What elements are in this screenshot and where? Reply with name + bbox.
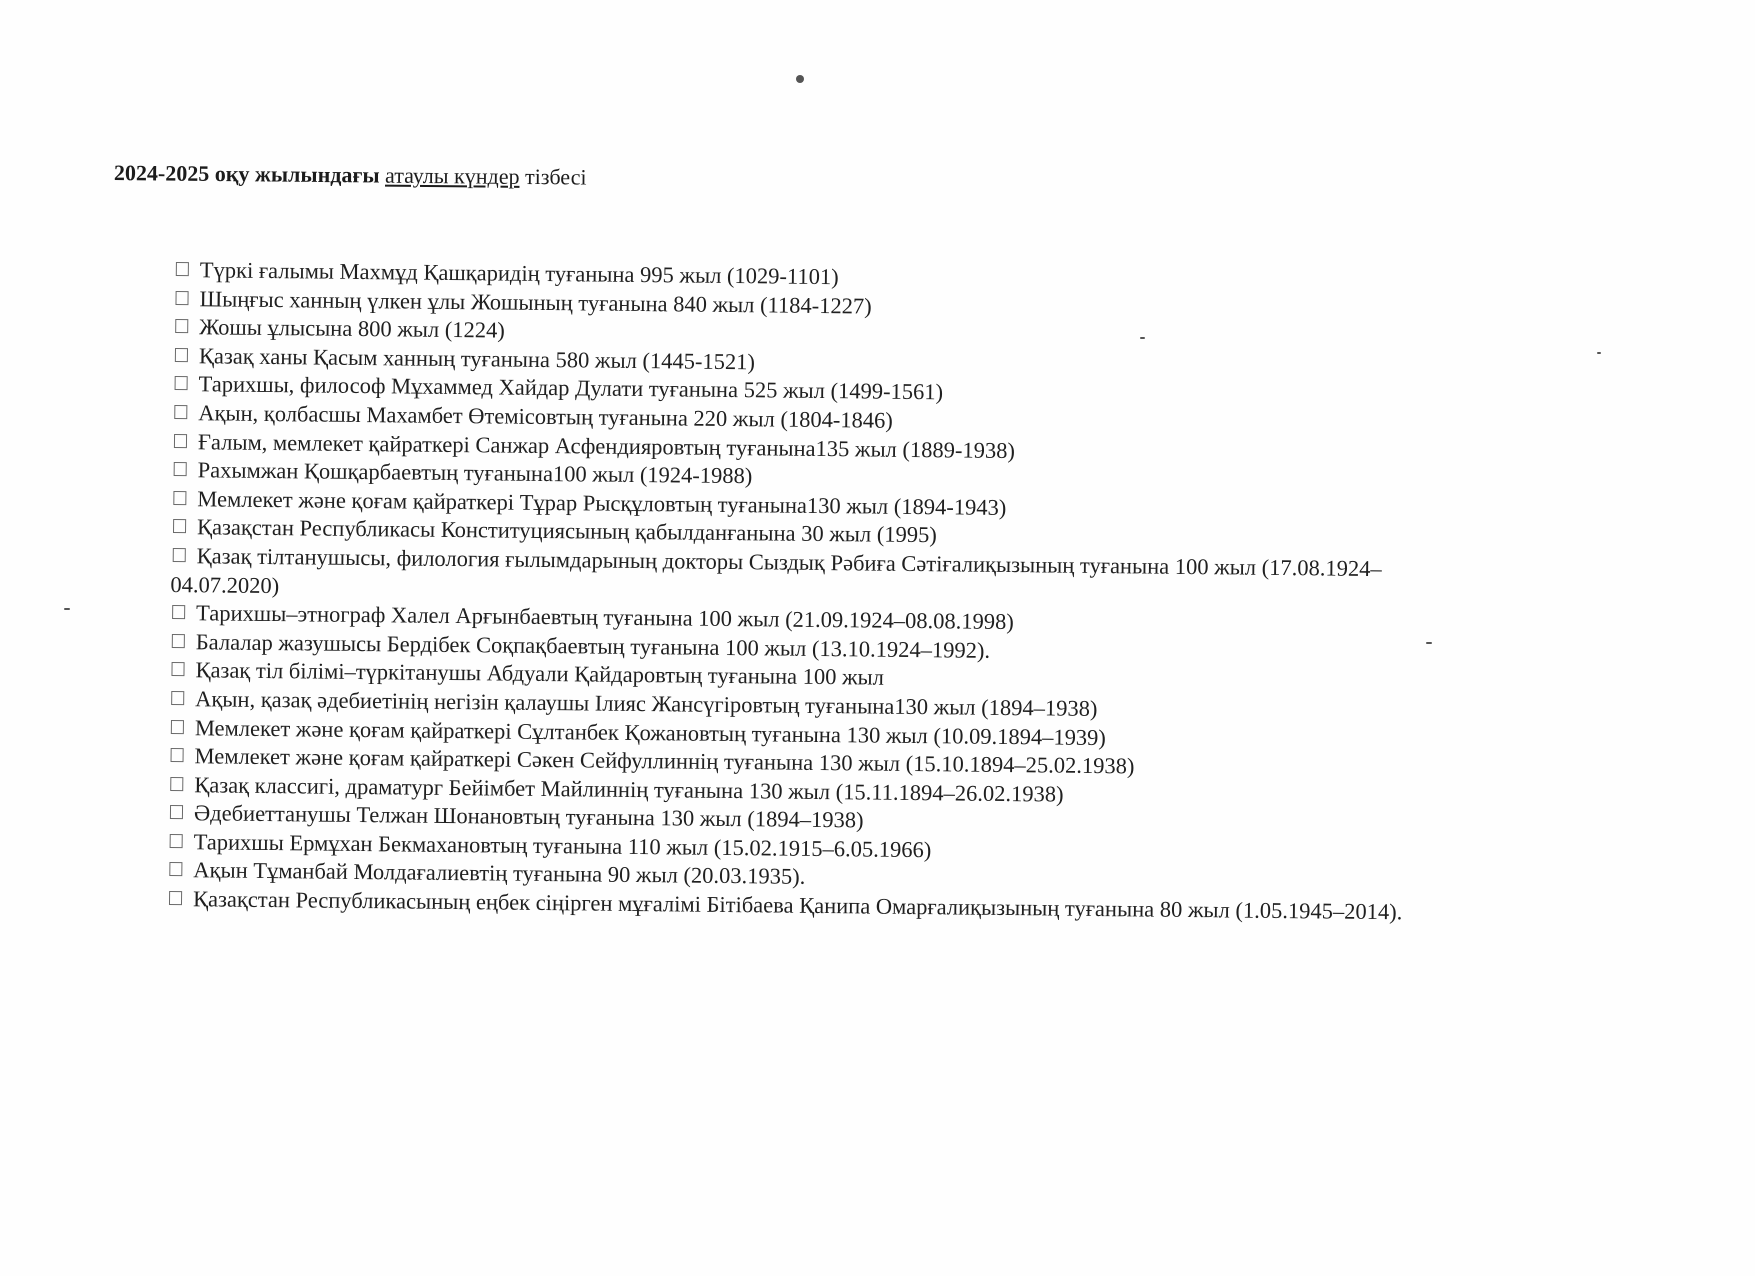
list-item-text: Ақын Тұманбай Молдағалиевтің туғанына 90 жыл (20.03.1935). bbox=[193, 857, 806, 890]
list-item-text-continuation: 04.07.2020) bbox=[170, 571, 280, 598]
checkbox-icon bbox=[174, 405, 187, 419]
list-item-text: Қазақстан Республикасы Конституциясының қабылданғанына 30 жыл (1995) bbox=[196, 514, 937, 548]
list-item-text: Балалар жазушысы Бердібек Соқпақбаевтың туғанына 100 жыл (13.10.1924–1992). bbox=[195, 628, 991, 663]
checkbox-icon bbox=[171, 662, 184, 676]
list-item-text: Тарихшы, философ Мұхаммед Хайдар Дулати туғанына 525 жыл (1499-1561) bbox=[198, 371, 944, 405]
checkbox-icon bbox=[171, 719, 184, 733]
checkbox-icon bbox=[172, 605, 185, 619]
checkbox-icon bbox=[175, 319, 188, 333]
checkbox-icon bbox=[173, 491, 186, 505]
scan-speck bbox=[64, 608, 70, 610]
list-item-text: Мемлекет және қоғам қайраткері Сұлтанбек Қожановтың туғанына 130 жыл (10.09.1894–1939) bbox=[194, 714, 1107, 750]
list-item-text: Ақын, қазақ әдебиетінің негізін қалаушы Ілияс Жансүгіровтың туғанына130 жыл (1894–1938) bbox=[195, 686, 1098, 721]
checkbox-icon bbox=[175, 291, 188, 305]
checkbox-icon bbox=[174, 462, 187, 476]
title-year-text: 2024-2025 оқу жылындағы bbox=[113, 160, 380, 188]
list-item-text: Түркі ғалымы Махмұд Қашқаридің туғанына 995 жыл (1029-1101) bbox=[199, 257, 839, 290]
checkbox-icon bbox=[172, 634, 185, 648]
list-item-text: Қазақ тіл білімі–түркітанушы Абдуали Қайдаровтың туғанына 100 жыл bbox=[195, 657, 885, 690]
list-item-text: Ғалым, мемлекет қайраткері Санжар Асфендияровтың туғанына135 жыл (1889-1938) bbox=[197, 428, 1016, 463]
checkbox-icon bbox=[175, 376, 188, 390]
checkbox-icon bbox=[173, 548, 186, 562]
list-item-text: Рахымжан Қошқарбаевтың туғанына100 жыл (1924-1988) bbox=[197, 457, 753, 489]
checkbox-icon bbox=[170, 834, 183, 848]
checkbox-icon bbox=[171, 748, 184, 762]
checkbox-icon bbox=[174, 434, 187, 448]
list-item-text: Қазақстан Республикасының еңбек сіңірген мұғалімі Бітібаева Қанипа Омарғалиқызының туғанына 80 жыл (1.05.1945–2014). bbox=[192, 886, 1403, 925]
list-item-text: Қазақ классигі, драматург Бейімбет Майлиннің туғанына 130 жыл (15.11.1894–26.02.1938) bbox=[194, 771, 1064, 807]
checkbox-icon bbox=[170, 805, 183, 819]
scan-speck bbox=[796, 75, 804, 83]
title-suffix-text: тізбесі bbox=[524, 163, 587, 190]
checkbox-icon bbox=[171, 691, 184, 705]
checkbox-icon bbox=[173, 519, 186, 533]
list-item-text: Қазақ ханы Қасым ханның туғанына 580 жыл (1445-1521) bbox=[198, 343, 756, 375]
title-underlined-text: атаулы күндер bbox=[384, 162, 520, 189]
list-item-text: Шыңғыс ханның үлкен ұлы Жошының туғанына 840 жыл (1184-1227) bbox=[199, 285, 872, 319]
checkbox-icon bbox=[175, 348, 188, 362]
list-item-text: Ақын, қолбасшы Махамбет Өтемісовтың туғанына 220 жыл (1804-1846) bbox=[198, 400, 894, 433]
list-item-text: Қазақ тілтанушысы, филология ғылымдарының докторы Сыздық Рәбиға Сәтіғалиқызының туғанына 100 жыл (17.08.1924– bbox=[196, 543, 1382, 582]
page-title bbox=[114, 160, 587, 191]
checkbox-icon bbox=[176, 262, 189, 276]
list-item-text: Тарихшы Ермұхан Бекмахановтың туғанына 110 жыл (15.02.1915–6.05.1966) bbox=[193, 829, 932, 863]
list-item-text: Жошы ұлысына 800 жыл (1224) bbox=[199, 314, 505, 343]
checkbox-icon bbox=[169, 862, 182, 876]
list-item-text: Мемлекет және қоғам қайраткері Сәкен Сейфуллиннің туғанына 130 жыл (15.10.1894–25.02.1938) bbox=[194, 743, 1135, 779]
list-item-text: Мемлекет және қоғам қайраткері Тұрар Рысқұловтың туғанына130 жыл (1894-1943) bbox=[197, 485, 1007, 520]
list-item-text: Әдебиеттанушы Телжан Шонановтың туғанына 130 жыл (1894–1938) bbox=[193, 800, 864, 833]
memorable-dates-list bbox=[169, 256, 1646, 930]
list-item-text: Тарихшы–этнограф Халел Арғынбаевтың туғанына 100 жыл (21.09.1924–08.08.1998) bbox=[196, 600, 1015, 635]
checkbox-icon bbox=[170, 777, 183, 791]
checkbox-icon bbox=[169, 891, 182, 905]
